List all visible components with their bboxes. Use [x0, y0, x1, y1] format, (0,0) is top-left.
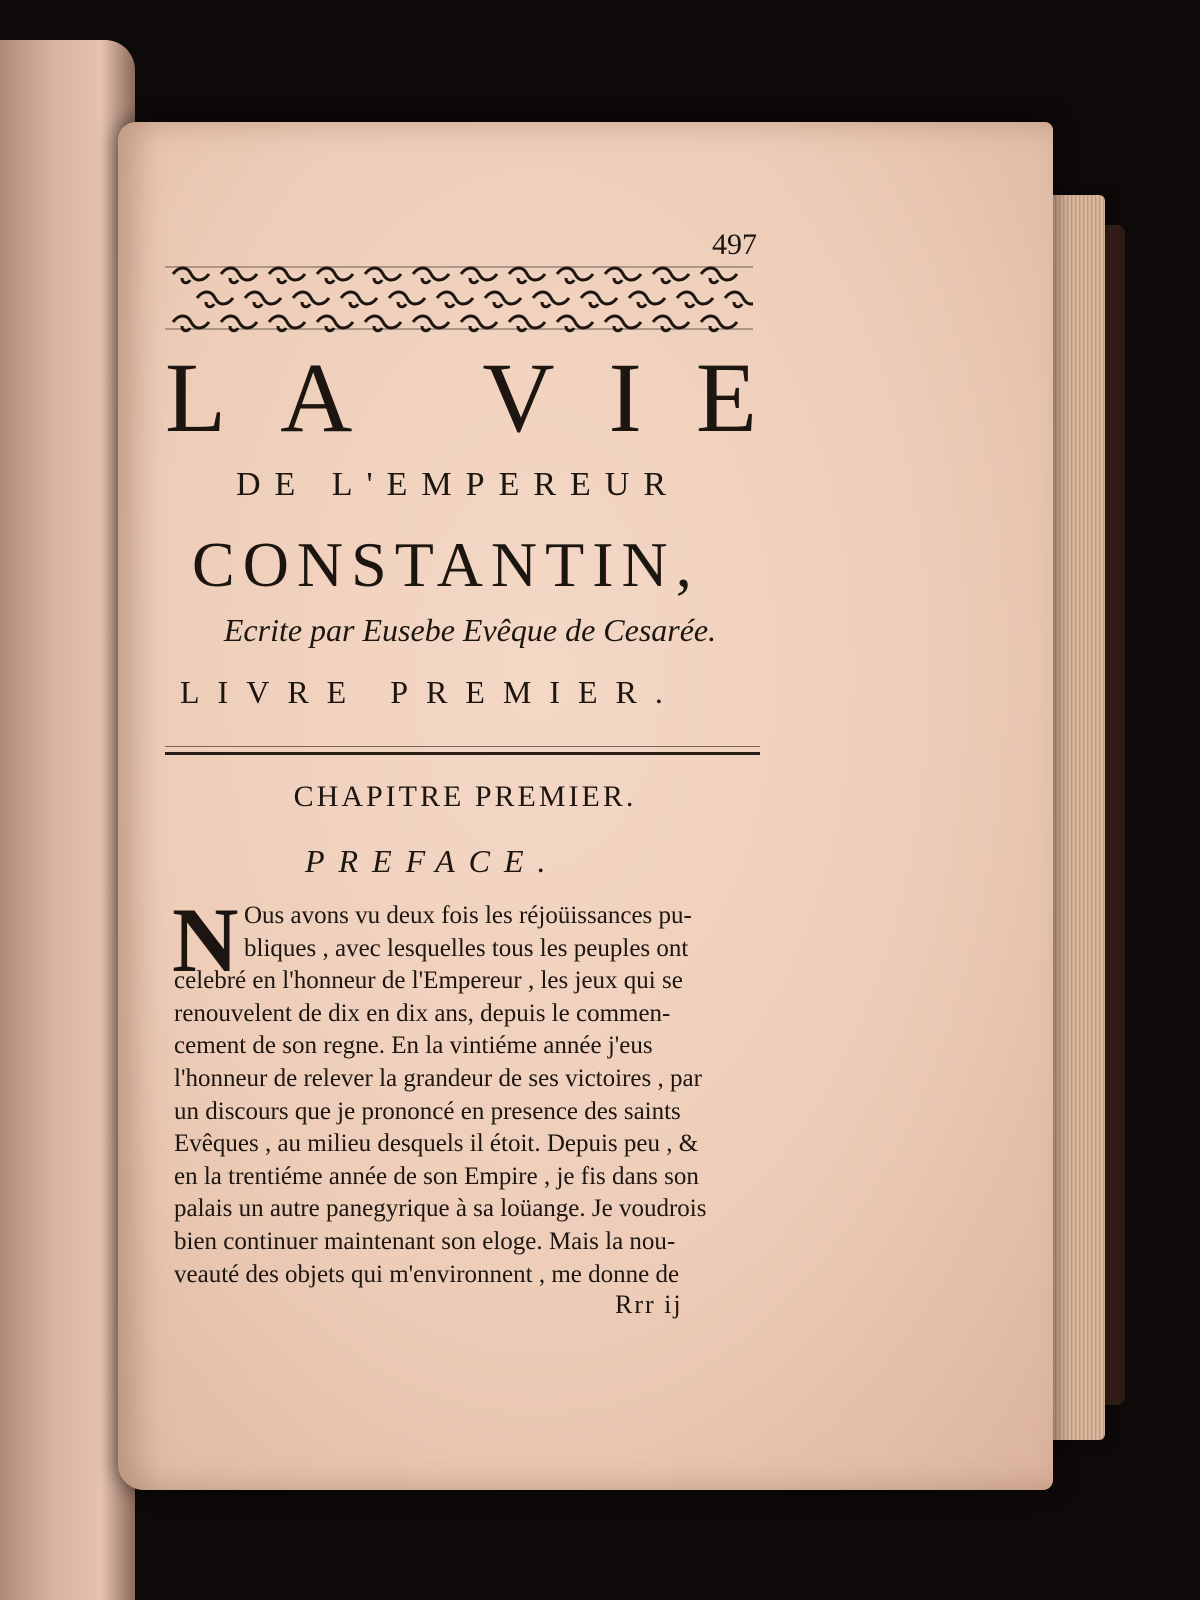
fleuron [197, 292, 233, 307]
drop-cap: N [172, 889, 239, 991]
title-letter: V [482, 342, 563, 453]
fleuron [485, 292, 521, 307]
title-letter: A [280, 342, 361, 453]
title-gap [406, 348, 436, 448]
title-letter: I [608, 342, 650, 453]
title-letter: E [695, 342, 765, 453]
preface-heading: PREFACE. [305, 843, 560, 879]
author-line: Ecrite par Eusebe Evêque de Cesarée. [223, 612, 717, 648]
fleuron [173, 268, 209, 283]
fleuron [461, 268, 497, 283]
text-line: veauté des objets qui m'environnent , me donne de [174, 1260, 680, 1288]
body-text [174, 900, 774, 1291]
title-name: CONSTANTIN, [192, 529, 700, 600]
text-line: en la trentiéme année de son Empire , je fis dans son [174, 1162, 699, 1190]
fleuron [605, 268, 641, 283]
signature-mark: Rrr ij [615, 1290, 683, 1319]
text-line: palais un autre panegyrique à sa loüange. Je voudrois [174, 1195, 707, 1223]
fleuron [413, 268, 449, 283]
fleuron [509, 268, 545, 283]
fleuron [677, 292, 713, 307]
text-line: renouvelent de dix en dix ans, depuis le commen- [174, 999, 671, 1027]
fleuron [269, 268, 305, 283]
fleuron [221, 268, 257, 283]
fleuron [245, 292, 281, 307]
fleuron [701, 268, 737, 283]
text-line: l'honneur de relever la grandeur de ses victoires , par [174, 1064, 702, 1092]
fleuron [653, 268, 689, 283]
fleuron [437, 292, 473, 307]
title-la-vie [165, 342, 765, 453]
fleuron [557, 268, 593, 283]
divider-rule [165, 746, 760, 747]
fleuron [317, 268, 353, 283]
chapter-heading: CHAPITRE PREMIER. [293, 780, 637, 813]
left-page [0, 40, 135, 1600]
text-line: un discours que je prononcé en presence des saints [174, 1097, 681, 1125]
text-line: bien continuer maintenant son eloge. Mais la nou- [174, 1227, 676, 1255]
fleuron [533, 292, 569, 307]
title-subtitle: DE L'EMPEREUR [235, 466, 681, 503]
text-line: bliques , avec lesquelles tous les peuples ont [244, 934, 689, 962]
text-line: cement de son regne. En la vintiéme année j'eus [174, 1032, 653, 1060]
fleuron [293, 292, 329, 307]
page-number: 497 [712, 228, 757, 261]
title-letter: L [165, 342, 235, 453]
fleuron [629, 292, 665, 307]
ornamental-band [165, 262, 753, 334]
fleuron [341, 292, 377, 307]
book-heading: LIVRE PREMIER. [180, 674, 681, 710]
text-line: Evêques , au milieu desquels il étoit. Depuis peu , & [174, 1130, 699, 1158]
text-line: Ous avons vu deux fois les réjoüissances pu- [244, 902, 692, 929]
fleuron [581, 292, 617, 307]
divider-rule [165, 752, 760, 755]
fleuron [725, 292, 753, 307]
text-line: celebré en l'honneur de l'Empereur , les jeux qui se [174, 967, 683, 995]
fleuron [389, 292, 425, 307]
fleuron [365, 268, 401, 283]
